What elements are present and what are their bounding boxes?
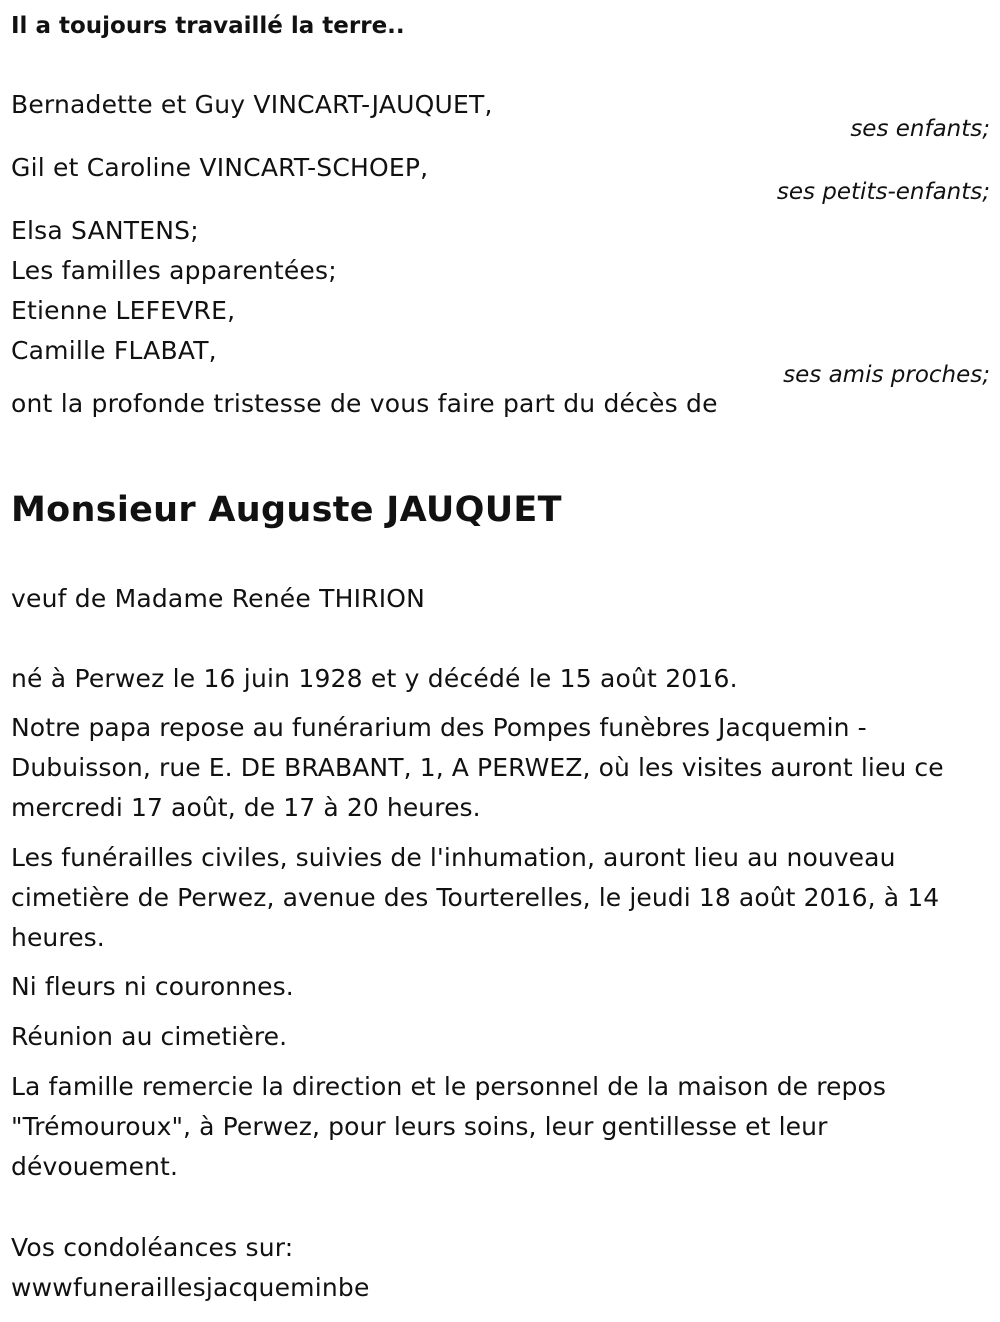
visits-paragraph: Notre papa repose au funérarium des Pompes funèbres Jacquemin - Dubuisson, rue E. DE BRABANT, 1, A PERWEZ, où les visites auront lieu ce mercredi 17 août, de 17 à 20 heures. <box>11 713 944 822</box>
friend-name: Etienne LEFEVRE, <box>11 296 236 325</box>
meeting-paragraph: Réunion au cimetière. <box>11 1022 288 1051</box>
widower-of: veuf de Madame Renée THIRION <box>11 584 426 613</box>
deceased-name: Monsieur Auguste JAUQUET <box>11 490 562 530</box>
related-families: Les familles apparentées; <box>11 256 337 285</box>
epigraph: Il a toujours travaillé la terre.. <box>11 13 405 39</box>
funeral-paragraph: Les funérailles civiles, suivies de l'inhumation, auront lieu au nouveau cimetière de Perwez, avenue des Tourterelles, le jeudi 18 août 2016, à 14 heures. <box>11 843 940 952</box>
flowers-paragraph: Ni fleurs ni couronnes. <box>11 972 294 1001</box>
condolences-url: wwwfuneraillesjacqueminbe <box>11 1273 370 1302</box>
children-names: Bernadette et Guy VINCART-JAUQUET, <box>11 90 493 119</box>
condolences-label: Vos condoléances sur: <box>11 1233 294 1262</box>
grandchildren-names: Gil et Caroline VINCART-SCHOEP, <box>11 153 429 182</box>
friends-role: ses amis proches; <box>783 362 990 388</box>
birth-death-dates: né à Perwez le 16 juin 1928 et y décédé le 15 août 2016. <box>11 664 738 693</box>
friend-name: Camille FLABAT, <box>11 336 217 365</box>
thanks-paragraph: La famille remercie la direction et le personnel de la maison de repos "Trémouroux", à Perwez, pour leurs soins, leur gentillesse et leur dévouement. <box>11 1072 886 1181</box>
children-role: ses enfants; <box>850 116 990 142</box>
grandchildren-role: ses petits-enfants; <box>776 179 990 205</box>
announcement: ont la profonde tristesse de vous faire part du décès de <box>11 389 718 418</box>
relative-name: Elsa SANTENS; <box>11 216 199 245</box>
